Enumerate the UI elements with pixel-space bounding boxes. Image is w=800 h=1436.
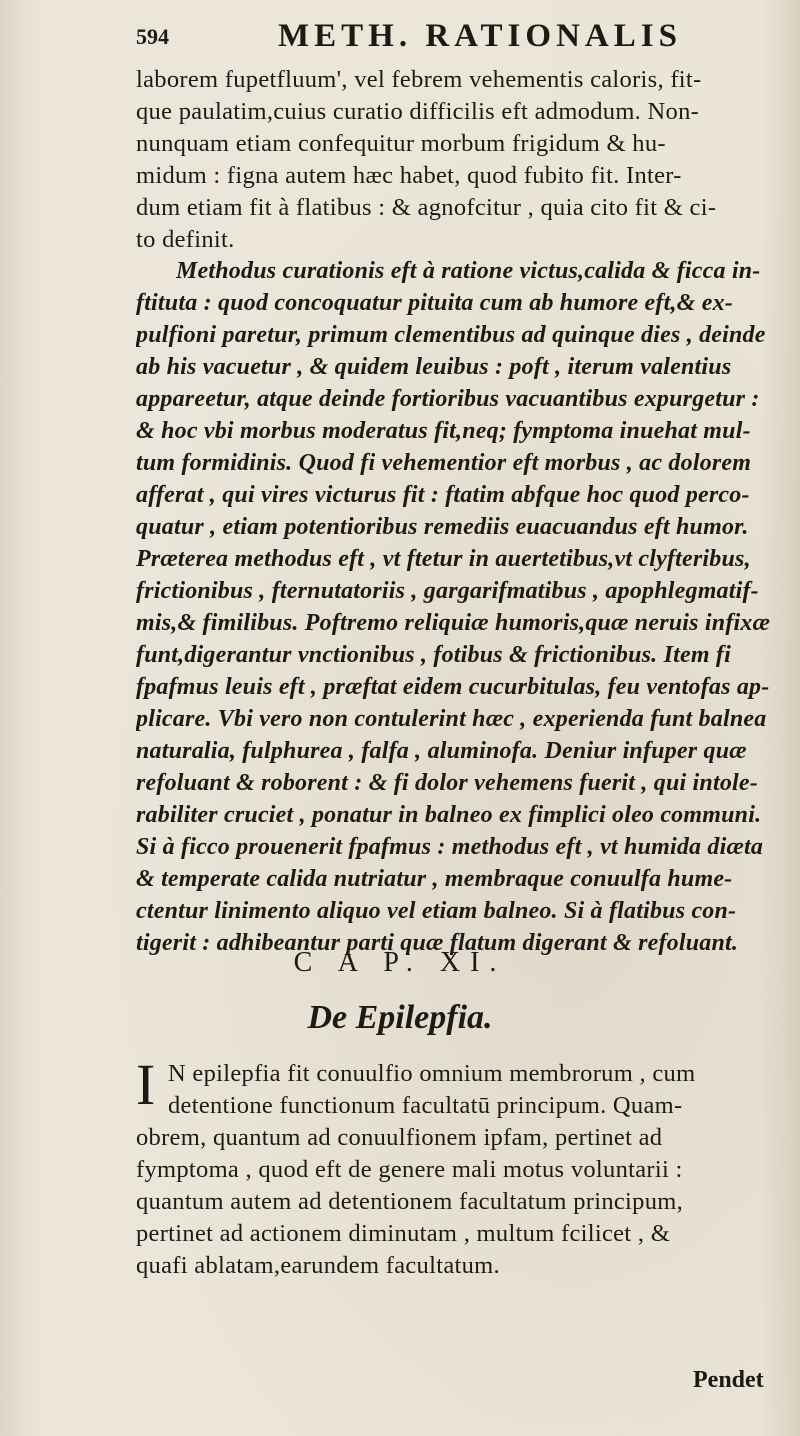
text-line: appareetur, atque deinde fortioribus vacuantibus expurgetur : <box>136 386 760 412</box>
text-line: afferat , qui vires victurus fit : ftatim abfque hoc quod perco- <box>136 482 750 508</box>
text-line: laborem fupetfluum', vel febrem vehementis caloris, fit- <box>136 66 702 93</box>
text-line: pulfioni paretur, primum clementibus ad quinque dies , deinde <box>136 322 766 348</box>
text-line: ab his vacuetur , & quidem leuibus : poft , iterum valentius <box>136 354 732 380</box>
text-line: naturalia, fulphurea , falfa , aluminofa. Deniur infuper quæ <box>136 738 747 764</box>
text-line: pertinet ad actionem diminutam , multum fcilicet , & <box>136 1220 671 1247</box>
text-line: ctentur linimento aliquo vel etiam balneo. Si à flatibus con- <box>136 898 737 924</box>
page-header <box>0 18 800 58</box>
text-line: dum etiam fit à flatibus : & agnofcitur , quia cito fit & ci- <box>136 194 717 221</box>
text-line: obrem, quantum ad conuulfionem ipfam, pertinet ad <box>136 1124 663 1151</box>
text-line: quatur , etiam potentioribus remediis euacuandus eft humor. <box>136 514 749 540</box>
text-line: midum : figna autem hæc habet, quod fubito fit. Inter- <box>136 162 682 189</box>
text-line: ftituta : quod concoquatur pituita cum ab humore eft,& ex- <box>136 290 733 316</box>
text-line: & temperate calida nutriatur , membraque conuulfa hume- <box>136 866 733 892</box>
text-line: quantum autem ad detentionem facultatum principum, <box>136 1188 684 1215</box>
text-line: plicare. Vbi vero non contulerint hæc , experienda funt balnea <box>136 706 767 732</box>
text-line: fpafmus leuis eft , præftat eidem cucurbitulas, feu ventofas ap- <box>136 674 770 700</box>
drop-cap: I <box>136 1052 156 1117</box>
text-line: frictionibus , fternutatoriis , gargarifmatibus , apophlegmatif- <box>136 578 759 604</box>
chapter-title: De Epilepfia. <box>307 999 493 1036</box>
text-line: funt,digerantur vnctionibus , fotibus & frictionibus. Item fi <box>136 642 731 668</box>
page-number: 594 <box>136 24 169 49</box>
text-line: rabiliter cruciet , ponatur in balneo ex fimplici oleo communi. <box>136 802 762 828</box>
text-line: tum formidinis. Quod fi vehementior eft morbus , ac dolorem <box>136 450 752 476</box>
text-line: N epilepfia fit conuulfio omnium membrorum , cum <box>168 1060 696 1087</box>
text-line: & hoc vbi morbus moderatus fit,neq; fymptoma inuehat mul- <box>136 418 751 444</box>
text-line: nunquam etiam confequitur morbum frigidum & hu- <box>136 130 666 157</box>
text-line: Methodus curationis eft à ratione victus,calida & ficca in- <box>176 258 761 284</box>
chapter-label: C A P. XI. <box>293 947 507 978</box>
text-line: to definit. <box>136 226 235 253</box>
running-head: METH. RATIONALIS <box>278 18 682 54</box>
text-line: refoluant & roborent : & fi dolor vehemens fuerit , qui intole- <box>136 770 758 796</box>
text-line: quafi ablatam,earundem facultatum. <box>136 1252 500 1279</box>
catchword: Pendet <box>693 1367 764 1393</box>
text-line: Si à ficco prouenerit fpafmus : methodus eft , vt humida diæta <box>136 834 764 860</box>
text-line: mis,& fimilibus. Poftremo reliquiæ humoris,quæ neruis infixæ <box>136 610 771 636</box>
text-line: que paulatim,cuius curatio difficilis eft admodum. Non- <box>136 98 700 125</box>
text-line: fymptoma , quod eft de genere mali motus voluntarii : <box>136 1156 683 1183</box>
text-line: detentione functionum facultatū principum. Quam- <box>168 1092 683 1119</box>
text-line: Præterea methodus eft , vt ftetur in auertetibus,vt clyfteribus, <box>136 546 751 572</box>
text-line: tigerit : adhibeantur parti quæ flatum digerant & refoluant. <box>136 930 739 956</box>
